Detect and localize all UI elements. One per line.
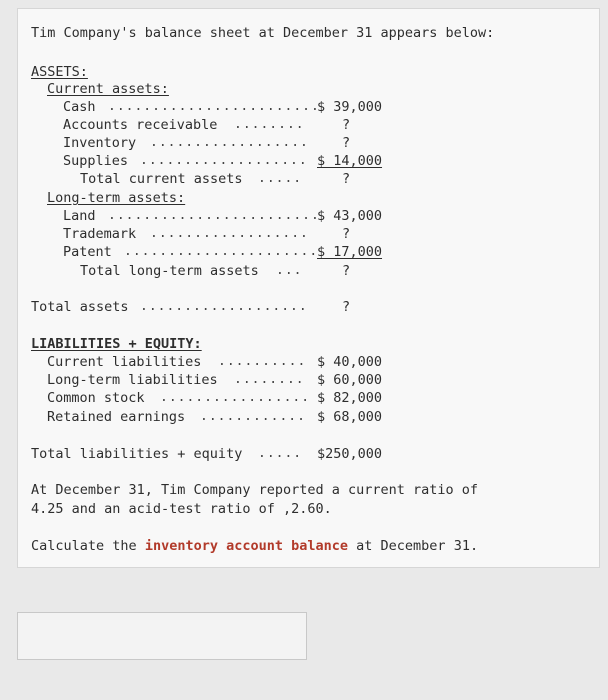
patent-value: $ 17,000 — [317, 244, 383, 260]
leader-dots: .................. — [150, 135, 309, 150]
leader-dots: ........ — [234, 372, 305, 387]
leader-dots: ..... — [258, 171, 303, 186]
common-stock-value: $ 82,000 — [317, 390, 383, 406]
leader-dots: ... — [276, 263, 303, 278]
leader-dots: ........................ — [108, 99, 320, 114]
common-stock-label: Common stock — [47, 390, 145, 406]
leader-dots: .......... — [218, 354, 307, 369]
retained-earnings-value: $ 68,000 — [317, 409, 383, 425]
current-assets-heading: Current assets: — [47, 81, 169, 97]
land-value: $ 43,000 — [317, 208, 383, 224]
current-liabilities-value: $ 40,000 — [317, 354, 383, 370]
trademark-label: Trademark — [63, 226, 137, 242]
supplies-label: Supplies — [63, 153, 129, 169]
retained-earnings-label: Retained earnings — [47, 409, 186, 425]
question-prefix: Calculate the — [31, 538, 137, 554]
total-current-assets-label: Total current assets — [80, 171, 243, 187]
total-liabilities-equity-value: $250,000 — [317, 446, 383, 462]
leader-dots: ............ — [200, 409, 306, 424]
accounts-receivable-value: ? — [342, 117, 351, 133]
current-liabilities-label: Current liabilities — [47, 354, 202, 370]
patent-label: Patent — [63, 244, 112, 260]
leader-dots: ...................... — [124, 244, 319, 259]
leader-dots: ................... — [140, 153, 308, 168]
supplies-value: $ 14,000 — [317, 153, 383, 169]
land-label: Land — [63, 208, 96, 224]
leader-dots: ........ — [234, 117, 305, 132]
total-current-assets-value: ? — [342, 171, 351, 187]
total-liabilities-equity-label: Total liabilities + equity — [31, 446, 243, 462]
inventory-value: ? — [342, 135, 351, 151]
total-long-term-assets-label: Total long-term assets — [80, 263, 259, 279]
ratio-text-line2: 4.25 and an acid-test ratio of ,2.60. — [31, 501, 332, 517]
intro-text: Tim Company's balance sheet at December 31 appears below: — [31, 25, 495, 41]
long-term-liabilities-label: Long-term liabilities — [47, 372, 218, 388]
accounts-receivable-label: Accounts receivable — [63, 117, 218, 133]
leader-dots: ..... — [258, 446, 303, 461]
leader-dots: ........................ — [108, 208, 320, 223]
total-assets-value: ? — [342, 299, 351, 315]
cash-label: Cash — [63, 99, 96, 115]
trademark-value: ? — [342, 226, 351, 242]
leader-dots: .................. — [150, 226, 309, 241]
leader-dots: ................... — [140, 299, 308, 314]
answer-input[interactable] — [17, 612, 307, 660]
leader-dots: ................. — [160, 390, 311, 405]
long-term-assets-heading: Long-term assets: — [47, 190, 186, 206]
question-text — [31, 537, 478, 555]
long-term-liabilities-value: $ 60,000 — [317, 372, 383, 388]
question-highlight: inventory account balance — [144, 538, 349, 554]
liabilities-equity-heading: LIABILITIES + EQUITY: — [31, 336, 202, 352]
question-suffix: at December 31. — [356, 538, 479, 554]
assets-heading: ASSETS: — [31, 64, 88, 80]
cash-value: $ 39,000 — [317, 99, 383, 115]
total-long-term-assets-value: ? — [342, 263, 351, 279]
total-assets-label: Total assets — [31, 299, 129, 315]
inventory-label: Inventory — [63, 135, 137, 151]
ratio-text-line1: At December 31, Tim Company reported a current ratio of — [31, 482, 479, 498]
